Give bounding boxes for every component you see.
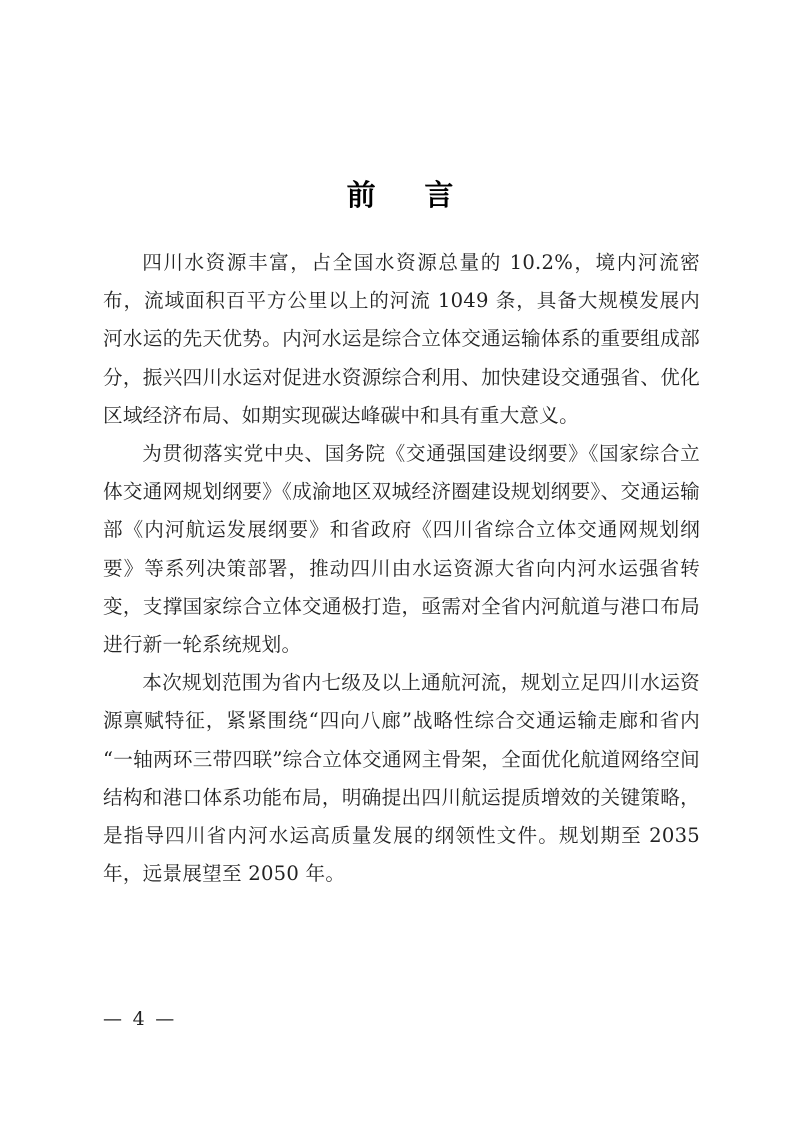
paragraph-2: 为贯彻落实党中央、国务院《交通强国建设纲要》《国家综合立体交通网规划纲要》《成渝地区双城经济圈建设规划纲要》、交通运输部《内河航运发展纲要》和省政府《四川省综合立体交通网规划纲要》等系列决策部署，推动四川由水运资源大省向内河水运强省转变，支撑国家综合立体交通极打造，亟需对全省内河航道与港口布局进行新一轮系统规划。 (103, 442, 700, 657)
page-title: 前 言 (346, 178, 464, 213)
paragraph-1: 四川水资源丰富，占全国水资源总量的 10.2%，境内河流密布，流域面积百平方公里以上的河流 1049 条，具备大规模发展内河水运的先天优势。内河水运是综合立体交通运输体系的重要组成部分，振兴四川水运对促进水资源综合利用、加快建设交通强省、优化区域经济布局、如期实现碳达峰碳中和具有重大意义。 (103, 251, 700, 427)
body-text-block (103, 244, 700, 893)
page-footer (103, 1008, 700, 1030)
paragraph-3: 本次规划范围为省内七级及以上通航河流，规划立足四川水运资源禀赋特征，紧紧围绕“四向八廊”战略性综合交通运输走廊和省内“一轴两环三带四联”综合立体交通网主骨架，全面优化航道网络空间结构和港口体系功能布局，明确提出四川航运提质增效的关键策略，是指导四川省内河水运高质量发展的纲领性文件。规划期至 2035 年，远景展望至 2050 年。 (103, 671, 700, 886)
page-number: — 4 — (103, 1008, 177, 1030)
